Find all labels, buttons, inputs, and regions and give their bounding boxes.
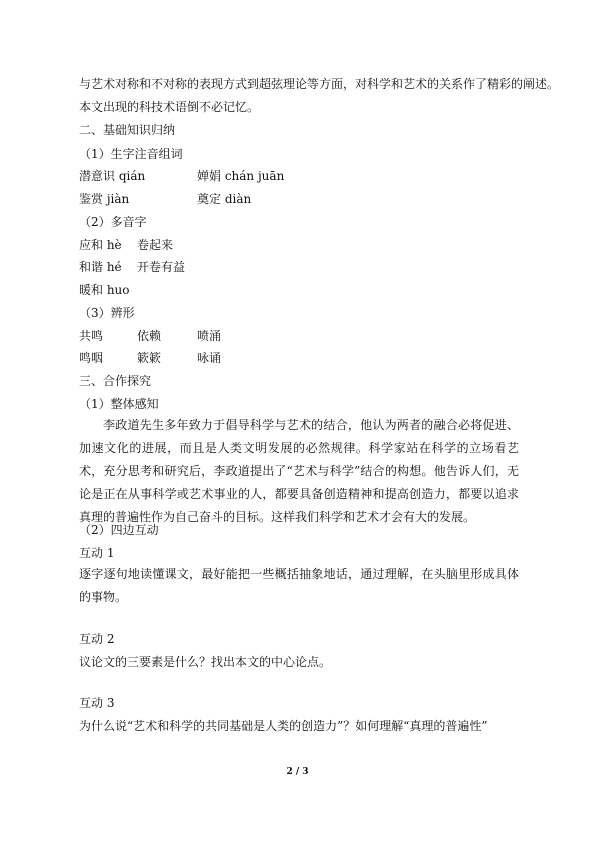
subheading-overall: （1）整体感知 [79, 397, 159, 411]
interaction-label-3: 互动 3 [79, 696, 115, 710]
interaction-text-3: 为什么说“艺术和科学的共同基础是人类的创造力”？如何理解“真理的普遍性” [79, 719, 488, 733]
pinyin-item: 婵娟 chán juān [197, 169, 285, 183]
shape-item: 喷涌 [197, 329, 222, 343]
polyphone-item: 暖和 huo [79, 283, 130, 297]
intro-line-1: 与艺术对称和不对称的表现方式到超弦理论等方面，对科学和艺术的关系作了精彩的阐述。 [79, 77, 560, 91]
subheading-shape: （3）辨形 [79, 306, 135, 320]
polyphone-item: 应和 hè [79, 238, 122, 252]
subheading-pinyin: （1）生字注音组词 [79, 147, 183, 161]
shape-item: 共鸣 [79, 329, 104, 343]
pinyin-item: 奠定 diàn [197, 192, 252, 206]
polyphone-item: 和谐 hé [79, 260, 122, 274]
intro-line-2: 本文出现的科技术语倒不必记忆。 [79, 100, 260, 114]
shape-item: 鸣咽 [79, 351, 104, 365]
section-heading-explore: 三、合作探究 [79, 374, 152, 388]
interaction-label-1: 互动 1 [79, 546, 115, 560]
overall-paragraph: 李政道先生多年致力于倡导科学与艺术的结合，他认为两者的融合必将促进、加速文化的进展，而且是人类文明发展的必然规律。科学家站在科学的立场看艺术，充分思考和研究后，李政道提出了“艺术与科学”结合的构想。他告诉人们，无论是正在从事科学或艺术事业的人，都要具备创造精神和提高创造力，都要以追求真理的普遍性作为自己奋斗的目标。这样我们科学和艺术才会有大的发展。 [79, 418, 519, 524]
shape-item: 咏诵 [197, 351, 222, 365]
polyphone-item: 卷起来 [137, 238, 174, 252]
polyphone-item: 开卷有益 [137, 260, 186, 274]
pinyin-item: 潜意识 qián [79, 169, 146, 183]
interaction-text-2: 议论文的三要素是什么？找出本文的中心论点。 [79, 655, 332, 669]
subheading-polyphone: （2）多音字 [79, 215, 147, 229]
interaction-label-2: 互动 2 [79, 632, 115, 646]
section-heading-basics: 二、基础知识归纳 [79, 123, 176, 137]
shape-item: 簌簌 [137, 351, 162, 365]
interaction-text-1: 逐字逐句地读懂课文，最好能把一些概括抽象地话，通过理解，在头脑里形成具体的事物。 [79, 567, 519, 604]
pinyin-item: 鉴赏 jiàn [79, 192, 130, 206]
subheading-interaction: （2）四边互动 [79, 523, 159, 537]
shape-item: 依赖 [137, 329, 162, 343]
page-number: 2 / 3 [286, 767, 309, 777]
